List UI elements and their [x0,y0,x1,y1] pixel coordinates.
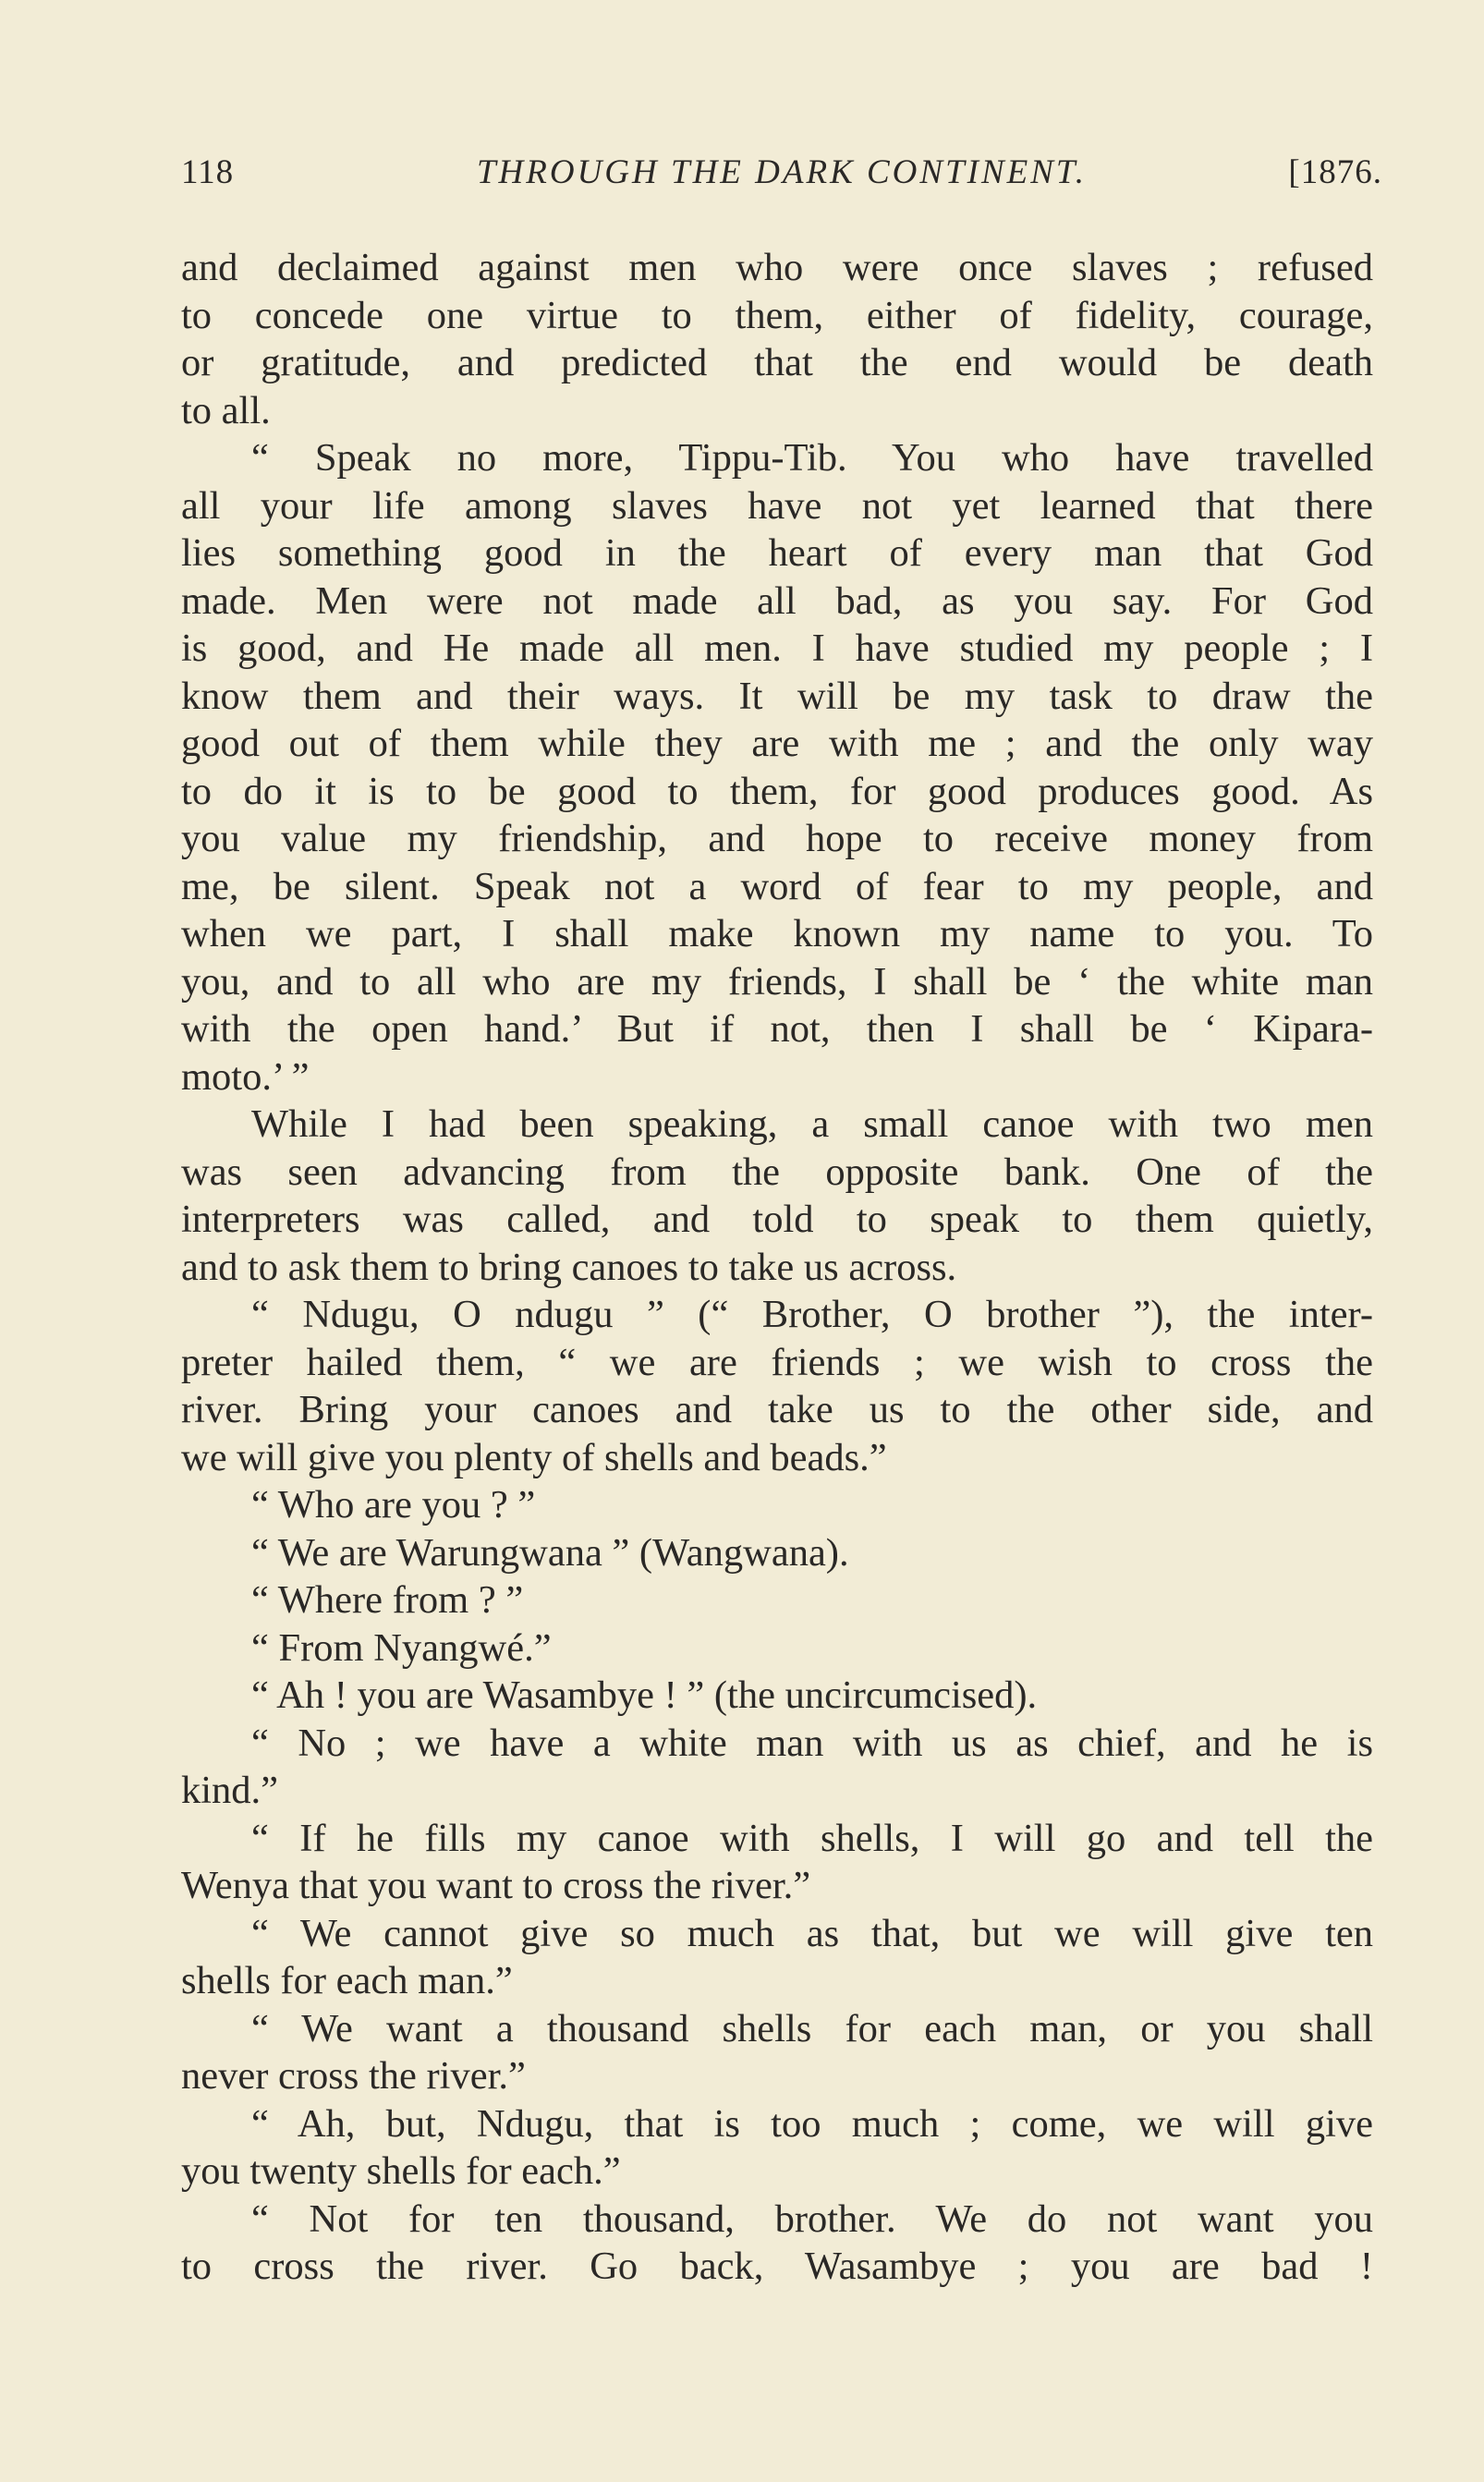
text-line: made. Men were not made all bad, as you say. For God [181,578,1373,623]
text-line: “ Speak no more, Tippu-Tib. You who have travelled [251,436,1373,480]
text-line: “ Ndugu, O ndugu ” (“ Brother, O brother ”), the inter- [251,1293,1373,1336]
text-line: you, and to all who are my friends, I shall be ‘ the white man [181,959,1373,1004]
text-line: river. Bring your canoes and take us to the other side, and [181,1388,1373,1431]
text-line: with the open hand.’ But if not, then I shall be ‘ Kipara- [181,1007,1373,1051]
text-line: “ Who are you ? ” [251,1483,536,1527]
text-line: to cross the river. Go back, Wasambye ; you are bad ! [181,2245,1373,2288]
text-line: you twenty shells for each.” [181,2149,621,2193]
text-line: to all. [181,388,271,432]
running-title: THROUGH THE DARK CONTINENT. [476,153,1088,191]
text-line: or gratitude, and predicted that the end would be death [181,341,1373,384]
body-text [181,244,1373,2291]
text-line: “ No ; we have a white man with us as chief, and he is [251,1721,1373,1765]
text-line: and to ask them to bring canoes to take us across. [181,1245,957,1289]
text-line: kind.” [181,1769,279,1812]
text-line: interpreters was called, and told to speak to them quietly, [181,1198,1373,1241]
page-number: 118 [181,153,235,191]
text-line: “ From Nyangwé.” [251,1625,552,1670]
text-line: to concede one virtue to them, either of fidelity, courage, [181,293,1373,337]
text-line: to do it is to be good to them, for good produces good. As [181,769,1373,813]
text-line: “ Not for ten thousand, brother. We do not want you [251,2196,1373,2241]
text-line: and declaimed against men who were once slaves ; refused [181,246,1373,289]
running-header [181,152,1382,199]
text-line: know them and their ways. It will be my task to draw the [181,674,1373,718]
text-line: shells for each man.” [181,1959,513,2002]
text-line: we will give you plenty of shells and beads.” [181,1435,887,1479]
text-line: lies something good in the heart of every man that God [181,531,1373,575]
text-line: is good, and He made all men. I have studied my people ; I [181,627,1373,670]
text-line: me, be silent. Speak not a word of fear to my people, and [181,864,1373,908]
text-line: “ Ah ! you are Wasambye ! ” (the uncircumcised). [251,1673,1038,1717]
text-line: “ If he fills my canoe with shells, I will go and tell the [251,1816,1373,1860]
text-line: you value my friendship, and hope to receive money from [181,817,1373,860]
text-line: While I had been speaking, a small canoe with two men [251,1102,1373,1146]
text-line: when we part, I shall make known my name to you. To [181,912,1373,955]
text-line: good out of them while they are with me ; and the only way [181,722,1373,765]
text-line: “ We want a thousand shells for each man, or you shall [251,2006,1373,2050]
text-line: never cross the river.” [181,2054,526,2098]
text-line: “ Ah, but, Ndugu, that is too much ; come, we will give [251,2101,1373,2146]
text-line: “ We are Warungwana ” (Wangwana). [251,1530,849,1575]
text-line: preter hailed them, “ we are friends ; we wish to cross the [181,1340,1373,1384]
text-line: was seen advancing from the opposite bank. One of the [181,1150,1373,1194]
text-line: “ Where from ? ” [251,1578,524,1622]
text-line: “ We cannot give so much as that, but we will give ten [251,1911,1373,1955]
text-line: moto.’ ” [181,1054,310,1099]
text-line: all your life among slaves have not yet learned that there [181,483,1373,528]
text-line: Wenya that you want to cross the river.” [181,1864,811,1907]
year-marker: [1876. [1288,153,1382,191]
